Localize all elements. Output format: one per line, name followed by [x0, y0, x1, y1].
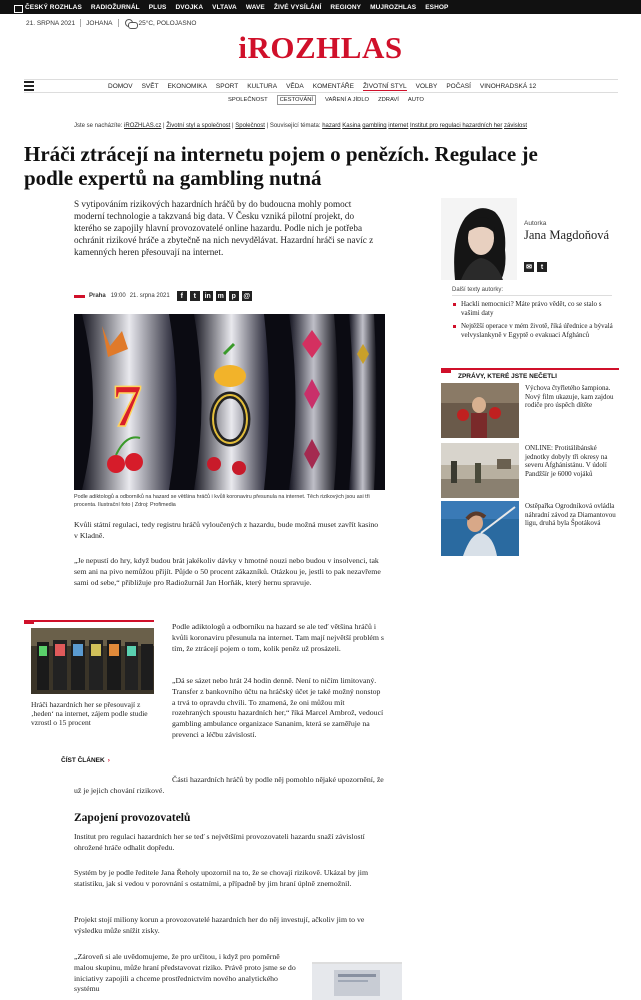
- author-article-link[interactable]: Hackli nemocnici? Máte právo vědět, co se stalo s vašimi daty: [453, 300, 613, 317]
- author-name[interactable]: Jana Magdoňová: [524, 228, 610, 242]
- topbar-item-vltava[interactable]: VLTAVA: [212, 3, 237, 11]
- topbar-item-plus[interactable]: PLUS: [148, 3, 167, 11]
- subnav-cestovani[interactable]: CESTOVÁNÍ: [277, 95, 316, 105]
- article-perex: S vytipováním rizikových hazardních hráčů by do budoucna mohly pomoct moderní technologie a takzvaná big data. V Česku vzniká pilotní projekt, do kterého se zapojily hlavní provozovatelé online hazardu. Podle nich je potřeba ochránit rizikové hráče a zbytečně na nich nevydělávat. Hazardní hráči se navíc z kamenných heren přesouvají na internet.: [74, 199, 374, 257]
- breadcrumb: Jste se nacházíte: iROZHLAS.cz | Životní styl a společnost | Společnost | Související témata: hazard Kasina gambling internet Institut pro regulaci hazardních her závislost: [74, 123, 528, 129]
- nav-zivotni-styl[interactable]: ŽIVOTNÍ STYL: [362, 82, 407, 90]
- unread-news-title[interactable]: ONLINE: Protitálibánské jednotky dobyly tři okresy na severu Afghánistánu. V údolí Pandžšír je 6000 vojáků: [525, 444, 608, 478]
- article-date: 21. srpna 2021: [129, 293, 170, 299]
- article-meta: [74, 290, 255, 302]
- article-city: Praha: [89, 293, 106, 299]
- paragraph: „Dá se sázet nebo hrát 24 hodin denně. Není to ničím limitovaný. Transfer z bankovního účtu na hráčský účet je také možný nonstop a trvá to opravdu chvíli. To znamená, že oni můžou mít rozehraných spoustu hazardních her,“ říká Marcel Ambrož, vedoucí gambling ambulance organizace Sananim, která se zaměřuje na prevenci a léčbu závislostí.: [172, 676, 384, 739]
- nav-vinohradska[interactable]: VINOHRADSKÁ 12: [479, 83, 537, 90]
- divider: [80, 19, 81, 27]
- nav-veda[interactable]: VĚDA: [286, 83, 304, 90]
- top-network-bar: [0, 0, 641, 14]
- copy-link-icon[interactable]: @: [243, 292, 251, 300]
- subnav-zdravi[interactable]: ZDRAVÍ: [378, 97, 399, 103]
- divider: [118, 19, 119, 27]
- main-navigation: [24, 79, 618, 93]
- nav-sport[interactable]: SPORT: [215, 83, 239, 90]
- paragraph: Projekt stojí miliony korun a provozovatelé hazardních her do něj investují, ačkoliv jim to ve výsledku může snížit zisky.: [74, 915, 365, 935]
- javelin-thrower-illustration: [441, 501, 519, 556]
- nav-volby[interactable]: VOLBY: [415, 83, 438, 90]
- author-article-link[interactable]: Nejtěžší operace v mém životě, říká úřednice a bývalá velvyslankyně v Egyptě o evakuaci Afghánců: [453, 322, 613, 339]
- current-date: 21. SRPNA 2021: [26, 19, 76, 27]
- inline-image-thumbnail[interactable]: [312, 962, 402, 1000]
- paragraph: Části hazardních hráčů by podle něj pomohlo nějaké upozornění, že už je jejich chování rizikové.: [74, 775, 384, 795]
- site-logo[interactable]: iROZHLAS: [238, 30, 403, 65]
- linkedin-icon[interactable]: in: [204, 292, 211, 300]
- slot-machine-illustration: [74, 314, 385, 490]
- unread-news-item[interactable]: [441, 501, 621, 557]
- topbar-item-wave[interactable]: WAVE: [245, 3, 265, 11]
- article-headline: Hráči ztrácejí na internetu pojem o penězích. Regulace je podle expertů na gambling nutná: [24, 142, 538, 190]
- twitter-icon[interactable]: t: [190, 291, 200, 301]
- chevron-right-icon: ›: [107, 757, 110, 764]
- divider: [452, 295, 612, 296]
- related-article-box[interactable]: [24, 620, 154, 770]
- email-icon[interactable]: m: [217, 292, 224, 300]
- twitter-icon[interactable]: t: [537, 262, 547, 272]
- nav-pocasi[interactable]: POČASÍ: [446, 83, 471, 90]
- read-article-button[interactable]: [61, 757, 110, 764]
- soldiers-illustration: [441, 443, 519, 498]
- topic-link[interactable]: Kasina: [342, 123, 361, 129]
- paragraph: Systém by je podle ředitele Jana Řeholy upozornil na to, že se chovají rizikově. Ukázal by jim statistiku, jak si vedou v porovnání s ostatními, a případně by jim hraní úplně znemožnil.: [74, 868, 369, 888]
- nav-domov[interactable]: DOMOV: [108, 83, 133, 90]
- news-thumbnail[interactable]: [441, 383, 519, 438]
- topic-link[interactable]: internet: [388, 123, 409, 129]
- accent-bar: [24, 620, 154, 622]
- subnav-vareni[interactable]: VAŘENÍ A JÍDLO: [325, 97, 370, 103]
- hero-caption: Podle adiktologů a odborníků na hazard se většina hráčů i kvůli koronaviru přesunula na internet. Těch rizikových jsou asi tři procenta. Ilustrační foto | Zdroj: Profimedia: [74, 494, 370, 508]
- nav-komentare[interactable]: KOMENTÁŘE: [312, 83, 354, 90]
- topbar-item-regiony[interactable]: REGIONY: [330, 3, 362, 11]
- topics-label: Související témata:: [269, 123, 321, 129]
- print-icon[interactable]: p: [229, 291, 239, 301]
- topic-link[interactable]: hazard: [322, 123, 341, 129]
- nameday: JOHANA: [86, 19, 113, 27]
- breadcrumb-link[interactable]: iROZHLAS.cz: [124, 123, 162, 129]
- gaming-machines-illustration: [31, 628, 154, 694]
- paragraph: „Zároveň si ale uvědomujeme, že pro určitou, i když pro poměrně malou skupinu, může hraní představovat riziko. Právě proto jsme se do iniciativy zapojili a chceme prostřednictvím nového analytického systému: [74, 952, 296, 994]
- unread-news-item[interactable]: [441, 383, 621, 439]
- section-subheading: Zapojení provozovatelů: [74, 812, 191, 824]
- author-role: Autorka: [524, 220, 547, 227]
- related-article-image[interactable]: [31, 628, 154, 694]
- subnav-auto[interactable]: AUTO: [407, 97, 424, 103]
- topic-link[interactable]: závislost: [504, 123, 528, 129]
- sub-navigation: [228, 94, 433, 106]
- breadcrumb-prefix: Jste se nacházíte:: [74, 123, 123, 129]
- topic-link[interactable]: Institut pro regulaci hazardních her: [409, 123, 503, 129]
- unread-news-title[interactable]: Ostěpařka Ogrodníková ovládla náhradní závod za Diamantovou ligu, druhá byla Špotáková: [525, 502, 616, 528]
- svg-text:7: 7: [112, 373, 142, 439]
- topbar-item-radiozurnal[interactable]: RADIOŽURNÁL: [90, 3, 140, 11]
- news-thumbnail[interactable]: [441, 501, 519, 556]
- partly-cloudy-icon: [124, 19, 136, 27]
- paragraph: Kvůli státní regulaci, tedy registru hráčů vyloučených z hazardu, bude možná muset zavřít kasino v Kladně.: [74, 520, 379, 540]
- hamburger-menu-icon[interactable]: [24, 81, 34, 92]
- boxing-kid-illustration: [441, 383, 519, 438]
- related-article-title[interactable]: Hráči hazardních her se přesouvají z ‚heden‘ na internet, zájem podle studie vzrostl o 15 procent: [31, 700, 148, 728]
- unread-news-item[interactable]: [441, 443, 621, 499]
- news-thumbnail[interactable]: [441, 443, 519, 498]
- email-icon[interactable]: ✉: [524, 262, 534, 272]
- nav-kultura[interactable]: KULTURA: [247, 83, 278, 90]
- read-article-label: ČÍST ČLÁNEK: [61, 757, 105, 764]
- topbar-item-live[interactable]: ŽIVÉ VYSÍLÁNÍ: [273, 3, 322, 11]
- share-icons: [177, 291, 255, 301]
- nav-svet[interactable]: SVĚT: [141, 83, 159, 90]
- author-card: [441, 198, 621, 282]
- presentation-illustration: [312, 964, 402, 1000]
- hero-image-slot-machine: [74, 314, 385, 490]
- paragraph: „Je nepustí do hry, když budou brát jakékoliv dávky v hmotné nouzi nebo budou v insolvenci, tak sem ani na pivo nemůžou přijít. Půjde o 50 procent zákazníků. Otázkou je, jestli to pak nezavřeme sami od sebe,“ přibližuje pro Radiožurnál Jan Horňák, který hernu spravuje.: [74, 556, 381, 587]
- paragraph: Podle adiktologů a odborníku na hazard se ale teď většina hráčů i kvůli koronaviru přesunula na internet. Tam mají největší problém s tím, že ztrácejí pojem o tom, kolik peněz už prosázeli.: [172, 622, 384, 653]
- author-portrait-illustration: [441, 198, 517, 280]
- nav-ekonomika[interactable]: EKONOMIKA: [167, 83, 207, 90]
- topbar-item-eshop[interactable]: ESHOP: [425, 3, 449, 11]
- author-photo[interactable]: [441, 198, 517, 280]
- topic-link[interactable]: gambling: [362, 123, 387, 129]
- paragraph: Institut pro regulaci hazardních her se teď s největšími provozovateli hazardu snaží závislostí ohrožené hráče odhalit dopředu.: [74, 832, 365, 852]
- unread-news-title[interactable]: Výchova čtyřletého šampiona. Nový film ukazuje, kam zajdou rodiče pro úspěch dítěte: [525, 384, 614, 410]
- accent-bar: [74, 295, 85, 298]
- breadcrumb-link[interactable]: Životní styl a společnost: [166, 123, 231, 129]
- topbar-item-dvojka[interactable]: DVOJKA: [175, 3, 204, 11]
- facebook-icon[interactable]: f: [177, 291, 187, 301]
- date-weather-row: [26, 17, 196, 29]
- weather-text: 25°C, POLOJASNO: [138, 19, 197, 27]
- breadcrumb-link[interactable]: Společnost: [235, 123, 265, 129]
- topbar-item-cesky-rozhlas[interactable]: ČESKÝ ROZHLAS: [14, 4, 82, 11]
- topbar-item-mujrozhlas[interactable]: MUJROZHLAS: [370, 3, 417, 11]
- more-by-author-label: Další texty autorky:: [452, 287, 504, 293]
- unread-news-heading: ZPRÁVY, KTERÉ JSTE NEČETLI: [441, 368, 619, 380]
- article-time: 19:00: [110, 293, 126, 299]
- subnav-spolecnost[interactable]: SPOLEČNOST: [228, 97, 268, 103]
